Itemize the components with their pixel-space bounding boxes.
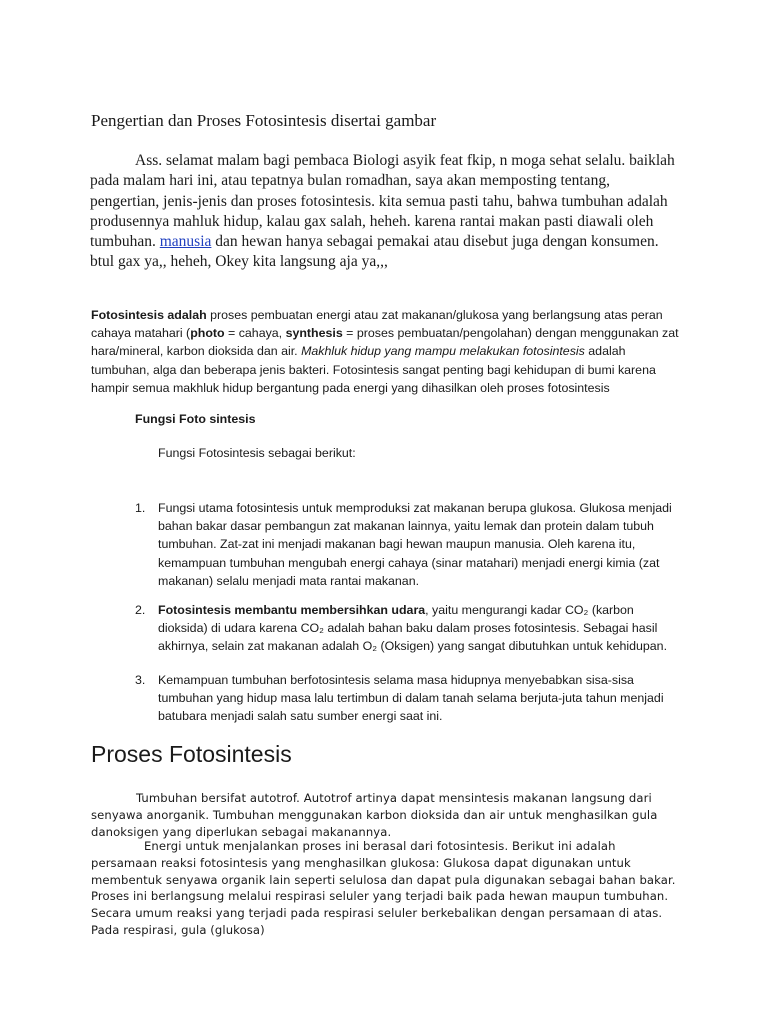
definition-text: adalah tumbuhan, alga dan beberapa jenis bakteri. Fotosintesis sangat penting bagi kehidupan di bumi karena hampir semua makhluk hidup bergantung pada energi yang dihasilkan oleh proses fotosintesis [91, 344, 656, 395]
fungsi-intro: Fungsi Fotosintesis sebagai berikut: [158, 446, 356, 460]
list-number: 3. [135, 673, 146, 687]
definition-term: Fotosintesis adalah [91, 308, 207, 322]
manusia-link[interactable]: manusia [159, 233, 212, 251]
list-text: Fungsi utama fotosintesis untuk memproduksi zat makanan berupa glukosa. Glukosa menjadi bahan bakar dasar pembangun zat makanan lainnya, yaitu lemak dan protein dalam tubuh tumbuhan. Zat-zat ini menjadi makanan bagi hewan maupun manusia. Oleh karena itu, kemampuan tumbuhan mengubah energi cahaya (sinar matahari) menjadi energi kimia (zat makanan) selalu menjadi mata rantai makanan. [158, 501, 672, 588]
intro-paragraph [90, 151, 680, 273]
proses-heading: Proses Fotosintesis [91, 741, 292, 767]
definition-paragraph [91, 306, 686, 397]
list-text-continued: , yaitu mengurangi kadar CO₂ (karbon dioksida) di udara karena CO₂ adalah bahan baku dalam proses fotosintesis. Sebagai hasil akhirnya, selain zat makanan adalah O₂ (Oksigen) yang sangat dibutuhkan untuk kehidupan. [158, 603, 668, 654]
proses-text-1: Tumbuhan bersifat autotrof. Autotrof artinya dapat mensintesis makanan langsung dari senyawa anorganik. Tumbuhan menggunakan karbon dioksida dan air untuk menghasilkan gula danoksigen yang diperlukan sebagai makanannya. [91, 791, 658, 839]
definition-italic: Makhluk hidup yang mampu melakukan fotosintesis [301, 344, 585, 359]
synthesis-term: synthesis [285, 326, 343, 341]
proses-text-2: Energi untuk menjalankan proses ini berasal dari fotosintesis. Berikut ini adalah persamaan reaksi fotosintesis yang menghasilkan glukosa: Glukosa dapat digunakan untuk membentuk senyawa organik lain seperti selulosa dan dapat pula digunakan sebagai bahan bakar. Proses ini berlangsung melalui respirasi seluler yang terjadi baik pada hewan maupun tumbuhan. Secara umum reaksi yang terjadi pada respirasi seluler berkebalikan dengan persamaan di atas. Pada respirasi, gula (glukosa) [91, 839, 676, 937]
intro-text: Ass. selamat malam bagi pembaca Biologi asyik feat fkip, n moga sehat selalu. baiklah pada malam hari ini, atau tepatnya bulan romadhan, saya akan memposting tentang, pengertian, jenis-jenis dan proses fotosintesis. kita semua pasti tahu, bahwa tumbuhan adalah produsennya mahluk hidup, kalau gax salah, heheh. karena rantai makan pasti diawali oleh tumbuhan. [90, 152, 675, 251]
list-item [135, 499, 683, 590]
list-number: 1. [135, 501, 146, 515]
definition-text: proses pembuatan energi atau zat makanan/glukosa yang berlangsung atas peran cahaya matahari ( [91, 308, 663, 341]
list-text: Kemampuan tumbuhan berfotosintesis selama masa hidupnya menyebabkan sisa-sisa tumbuhan yang hidup masa lalu tertimbun di dalam tanah selama berjuta-juta tahun menjadi batubara menjadi salah satu sumber energi saat ini. [158, 673, 664, 724]
definition-text: = proses pembuatan/pengolahan) dengan menggunakan zat hara/mineral, karbon dioksida dan air. [91, 326, 679, 359]
intro-text-continued: dan hewan hanya sebagai pemakai atau disebut juga dengan konsumen. btul gax ya,, heheh, Okey kita langsung aja ya,,, [90, 233, 659, 271]
list-number: 2. [135, 603, 146, 617]
photo-term: photo [190, 326, 225, 341]
list-item [135, 601, 683, 656]
fungsi-heading: Fungsi Foto sintesis [135, 412, 256, 426]
proses-paragraph-1 [91, 790, 681, 840]
proses-paragraph-2 [91, 838, 681, 939]
list-bold-text: Fotosintesis membantu membersihkan udara [158, 603, 426, 617]
definition-text: = cahaya, [224, 326, 286, 341]
list-item [135, 671, 683, 726]
list-text [158, 601, 683, 656]
document-title: Pengertian dan Proses Fotosintesis disertai gambar [91, 111, 437, 130]
